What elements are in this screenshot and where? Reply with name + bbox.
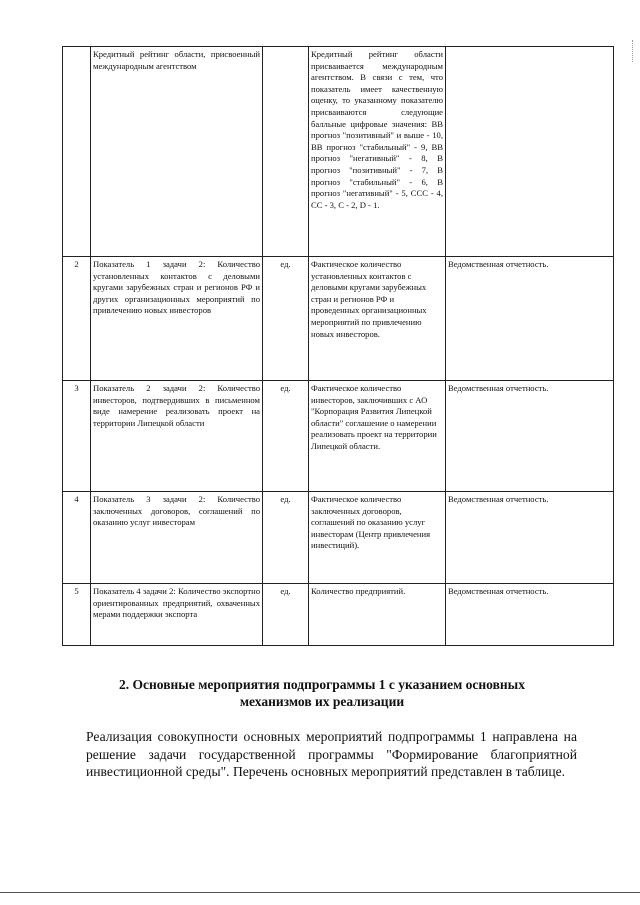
page-bottom-rule <box>0 892 640 893</box>
indicator-name: Показатель 3 задачи 2: Количество заключенных договоров, соглашений по оказанию услуг инвесторам <box>91 492 263 584</box>
table-row <box>63 584 614 646</box>
section-heading: 2. Основные мероприятия подпрограммы 1 с указанием основных механизмов их реализации <box>119 677 525 709</box>
scan-margin-mark <box>632 40 639 62</box>
indicator-name: Показатель 2 задачи 2: Количество инвесторов, подтвердивших в письменном виде намерение реализовать проект на территории Липецкой области <box>91 381 263 492</box>
unit-of-measure: ед. <box>263 381 309 492</box>
row-number <box>63 47 91 257</box>
calculation-method: Фактическое количество установленных контактов с деловыми кругами зарубежных стран и регионов РФ и проведенных организационных мероприятий по привлечению новых инвесторов. <box>309 257 446 381</box>
data-source: Ведомственная отчетность. <box>446 584 614 646</box>
calculation-method: Фактическое количество инвесторов, заключивших с АО "Корпорация Развития Липецкой области" соглашение о намерении реализовать проект на территории Липецкой области. <box>309 381 446 492</box>
unit-of-measure: ед. <box>263 584 309 646</box>
data-source: Ведомственная отчетность. <box>446 492 614 584</box>
calculation-method: Фактическое количество заключенных договоров, соглашений по оказанию услуг инвесторам (Центр привлечения инвестиций). <box>309 492 446 584</box>
table-row <box>63 257 614 381</box>
row-number: 5 <box>63 584 91 646</box>
indicator-name: Показатель 4 задачи 2: Количество экспортно ориентированных предприятий, охваченных мерами поддержки экспорта <box>91 584 263 646</box>
indicator-name: Показатель 1 задачи 2: Количество установленных контактов с деловыми кругами зарубежных стран и регионов РФ и других организационных мероприятий по привлечению новых инвесторов <box>91 257 263 381</box>
row-number: 3 <box>63 381 91 492</box>
data-source: Ведомственная отчетность. <box>446 257 614 381</box>
row-number: 4 <box>63 492 91 584</box>
calculation-method: Кредитный рейтинг области присваивается международным агентством. В связи с тем, что показатель имеет качественную оценку, то указанному показателю присваиваются следующие балльные цифровые значения: ВВ прогноз "позитивный" и выше - 10, ВВ прогноз "стабильный" - 9, ВВ прогноз "негативный" - 8, В прогноз "позитивный" - 7, В прогноз "стабильный" - 6, В прогноз "негативный" - 5, ССС - 4, СС - 3, С - 2, D - 1. <box>309 47 446 257</box>
table-row <box>63 492 614 584</box>
data-source <box>446 47 614 257</box>
indicator-name: Кредитный рейтинг области, присвоенный международным агентством <box>91 47 263 257</box>
unit-of-measure: ед. <box>263 492 309 584</box>
indicators-table <box>62 46 614 646</box>
body-paragraph: Реализация совокупности основных мероприятий подпрограммы 1 направлена на решение задачи государственной программы "Формирование благоприятной инвестиционной среды". Перечень основных мероприятий представлен в таблице. <box>86 729 577 779</box>
unit-of-measure <box>263 47 309 257</box>
table-row <box>63 47 614 257</box>
unit-of-measure: ед. <box>263 257 309 381</box>
calculation-method: Количество предприятий. <box>309 584 446 646</box>
table-row <box>63 381 614 492</box>
data-source: Ведомственная отчетность. <box>446 381 614 492</box>
row-number: 2 <box>63 257 91 381</box>
